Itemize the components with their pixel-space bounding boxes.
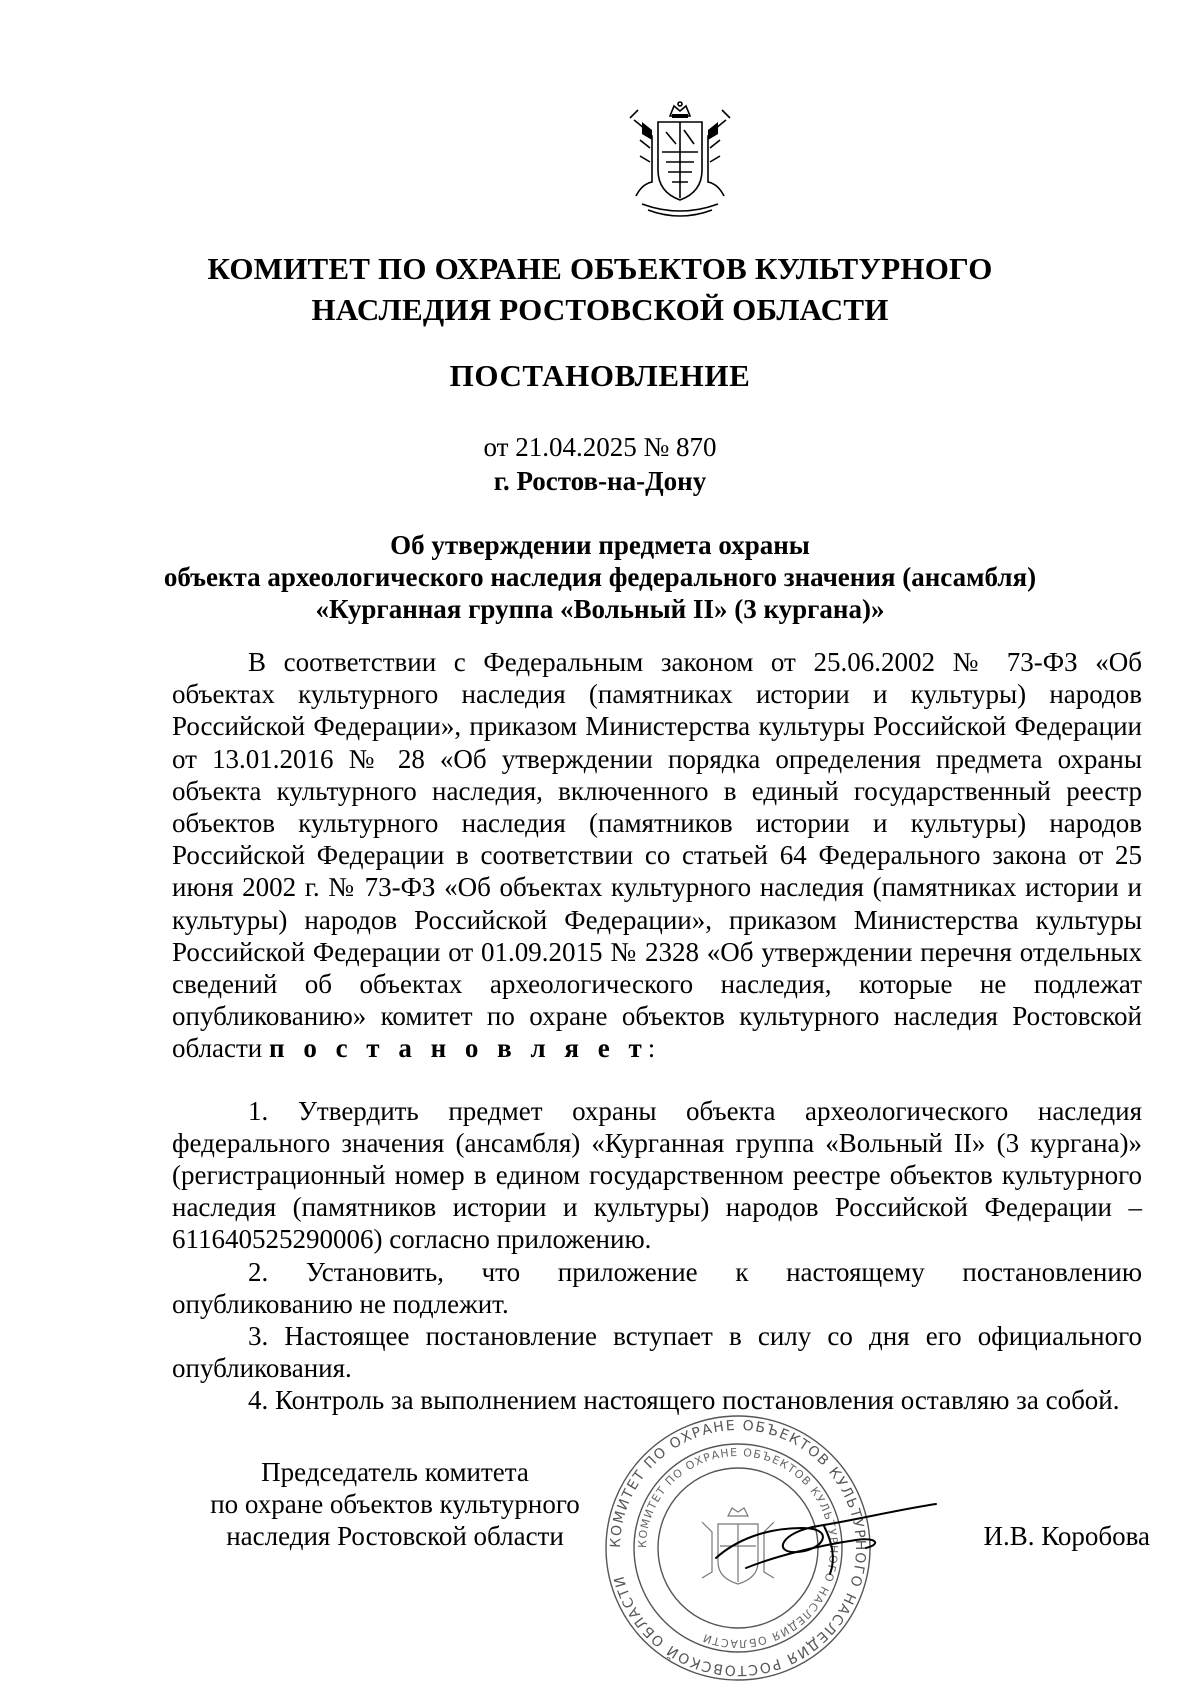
resolution-item: 2. Установить, что приложение к настоящему постановлению опубликованию не подлежит. — [172, 1256, 1142, 1319]
handwritten-signature-icon — [706, 1488, 946, 1588]
subject-line: «Курганная группа «Вольный II» (3 кургана)» — [315, 594, 885, 624]
subject-line: объекта археологического наследия федерального значения (ансамбля) — [163, 562, 1037, 592]
signer-position — [175, 1456, 615, 1552]
organization-title — [0, 248, 1200, 330]
document-subject — [0, 529, 1200, 625]
resolution-item: 3. Настоящее постановление вступает в силу со дня его официального опубликования. — [172, 1321, 1142, 1384]
signer-name: И.В. Коробова — [983, 1521, 1150, 1551]
signer-position-line: Председатель комитета — [261, 1457, 529, 1487]
subject-line: Об утверждении предмета охраны — [390, 530, 810, 560]
organization-title-line: КОМИТЕТ ПО ОХРАНЕ ОБЪЕКТОВ КУЛЬТУРНОГО — [207, 251, 993, 286]
resolves-word: п о с т а н о в л я е т — [269, 1033, 648, 1064]
preamble-text: В соответствии с Федеральным законом от 25.06.2002 № 73-ФЗ «Об объектах культурного наследия (памятниках истории и культуры) народов Российской Федерации», приказом Министерства культуры Российской Федерации от 13.01.2016 № 28 «Об утверждении порядка определения предмета охраны объекта культурного наследия, включенного в единый государственный реестр объектов культурного наследия (памятников истории и культуры) народов Российской Федерации в соответствии со статьей 64 Федерального закона от 25 июня 2002 г. № 73-ФЗ «Об объектах культурного наследия (памятниках истории и культуры) народов Российской Федерации», приказом Министерства культуры Российской Федерации от 01.09.2015 № 2328 «Об утверждении перечня отдельных сведений об объектах археологического наследия, которые не подлежат опубликованию» комитет по охране объектов культурного наследия Ростовской области — [172, 647, 1142, 1064]
seal-outer-text: КОМИТЕТ ПО ОХРАНЕ ОБЪЕКТОВ КУЛЬТУРНОГО НАСЛЕДИЯ РОСТОВСКОЙ ОБЛАСТИ — [607, 1417, 869, 1679]
preamble-colon: : — [647, 1033, 656, 1064]
coat-of-arms-icon — [622, 100, 738, 218]
organization-title-line: НАСЛЕДИЯ РОСТОВСКОЙ ОБЛАСТИ — [311, 292, 889, 327]
signer-position-line: по охране объектов культурного — [210, 1489, 580, 1519]
signer-position-line: наследия Ростовской области — [226, 1521, 564, 1551]
document-city: г. Ростов-на-Дону — [493, 466, 707, 496]
seal-inner-text: КОМИТЕТ ПО ОХРАНЕ ОБЪЕКТОВ КУЛЬТУРНОГО НАСЛЕДИЯ ОБЛАСТИ — [635, 1445, 841, 1651]
document-date-number: от 21.04.2025 № 870 — [483, 432, 717, 462]
document-type: ПОСТАНОВЛЕНИЕ — [449, 358, 751, 393]
resolution-item: 1. Утвердить предмет охраны объекта археологического наследия федерального значения (ансамбля) «Курганная группа «Вольный II» (3 кургана)» (регистрационный номер в едином государственном реестре объектов культурного наследия (памятников истории и культуры) народов Российской Федерации – 611640525290006) согласно приложению. — [172, 1095, 1142, 1255]
resolution-item: 4. Контроль за выполнением настоящего постановления оставляю за собой. — [248, 1385, 1120, 1416]
preamble-paragraph — [172, 646, 1142, 1065]
document-body — [172, 646, 1142, 1417]
